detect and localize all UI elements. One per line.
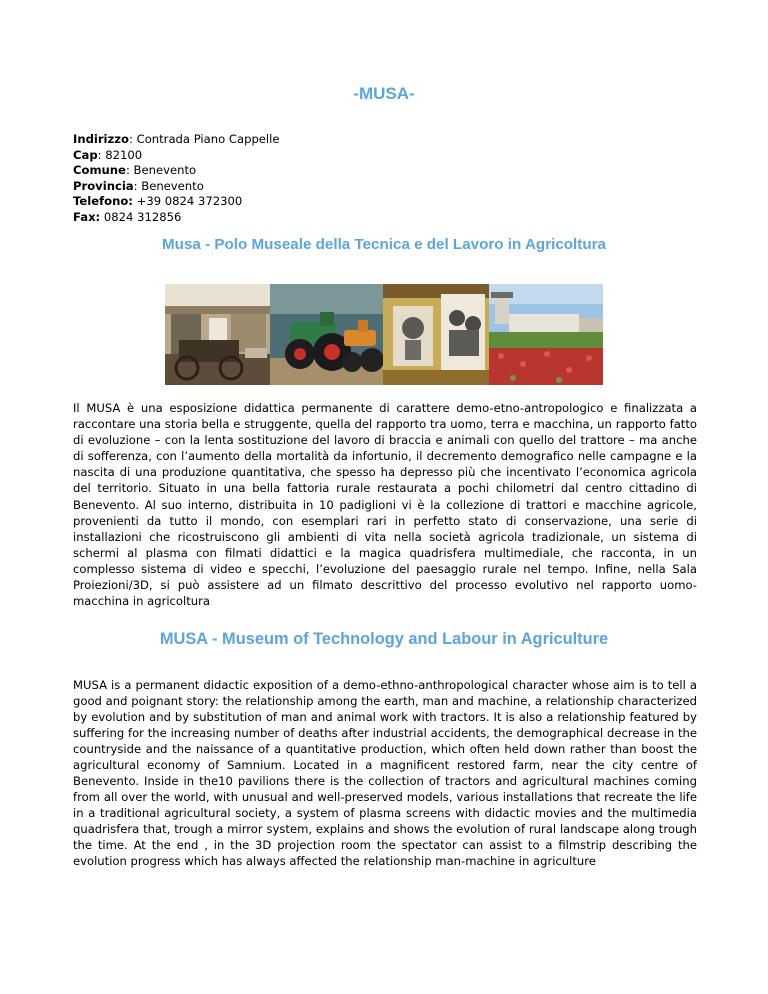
- photo-strip: [165, 284, 603, 385]
- contact-value: +39 0824 372300: [136, 194, 243, 209]
- contact-provincia: Provincia: Benevento: [73, 178, 204, 193]
- contact-value: Benevento: [141, 178, 204, 193]
- contact-fax: [73, 210, 280, 226]
- contact-label: Provincia: [73, 178, 134, 193]
- contact-label: Comune: [73, 163, 126, 178]
- tractors-photo: [270, 284, 383, 385]
- contact-label: Telefono:: [73, 194, 133, 209]
- contact-value: Benevento: [133, 163, 197, 178]
- contact-label: Cap: [73, 147, 98, 162]
- contact-telefono: [73, 194, 280, 210]
- contact-value: Contrada Piano Cappelle: [136, 132, 280, 146]
- contact-value: 0824 312856: [103, 209, 182, 224]
- description-italian: Il MUSA è una esposizione didattica permanente di carattere demo-etno-antropologico e finalizzata a raccontare una storia bella e struggente, quella del rapporto tra uomo, terra e macchina, un rapporto fatto di evoluzione – con la lenta sostituzione del lavoro di braccia e animali con quello del trattore – ma anche di sofferenza, con l’aumento della mortalità da infortunio, il decremento demografico nelle campagne e la nascita di una produzione quantitativa, che spesso ha depresso più che incentivato l’economica agricola del territorio. Situato in una bella fattoria rurale restaurata a pochi chilometri dal centro cittadino di Benevento. Al suo interno, distribuita in 10 padiglioni vi è la collezione di trattori e macchine agricole, provenienti da tutto il mondo, con esemplari rari in perfetto stato di conservazione, una serie di installazioni che ricostruiscono gli ambienti di vita nella società agricola tradizionale, un sistema di schermi al plasma con filmati didattici e la magica quadrisfera multimediale, che racconta, in un complesso sistema di video e specchi, l’evoluzione del paesaggio rurale nel tempo. Infine, nella Sala Proiezioni/3D, si può assistere ad un filmato descrittivo del processo evolutivo nel rapporto uomo-macchina in agricoltura: [73, 401, 697, 609]
- heading-english: MUSA - Museum of Technology and Labour in Agriculture: [159, 630, 609, 648]
- farm-exterior-photo: [489, 284, 603, 385]
- contact-label: Indirizzo: [73, 132, 129, 146]
- heading-italian: Musa - Polo Museale della Tecnica e del Lavoro in Agricoltura: [162, 236, 606, 253]
- contact-block: [73, 132, 280, 226]
- contact-cap: Cap: 82100: [73, 147, 143, 162]
- contact-address: Indirizzo: Contrada Piano Cappelle: [73, 132, 280, 146]
- museum-interior-photo: [165, 284, 270, 385]
- contact-label: Fax:: [73, 209, 101, 224]
- murals-photo: [383, 284, 489, 385]
- contact-comune: Comune: Benevento: [73, 163, 197, 178]
- page-title: -MUSA-: [353, 84, 415, 103]
- contact-value: 82100: [105, 147, 143, 162]
- description-english: MUSA is a permanent didactic exposition of a demo-ethno-anthropological character whose aim is to tell a good and poignant story: the relationship among the earth, man and machine, a relationship characterized by evolution and by substitution of man and animal work with tractors. It is also a relationship featured by suffering for the increasing number of deaths after industrial accidents, the demographical decrease in the countryside and the naissance of a quantitative production, which often held down rather than boost the agricultural economy of Samnium. Located in a magnificent restored farm, near the city centre of Benevento. Inside in the10 pavilions there is the collection of tractors and agricultural machines coming from all over the world, with unusual and well-preserved models, various installations that recreate the life in a traditional agricultural society, a system of plasma screens with didactic movies and the multimedia quadrisfera that, trough a mirror system, explains and shows the evolution of rural landscape along trough the time. At the end , in the 3D projection room the spectator can assist to a filmstrip describing the evolution progress which has always affected the relationship man-machine in agriculture: [73, 678, 697, 868]
